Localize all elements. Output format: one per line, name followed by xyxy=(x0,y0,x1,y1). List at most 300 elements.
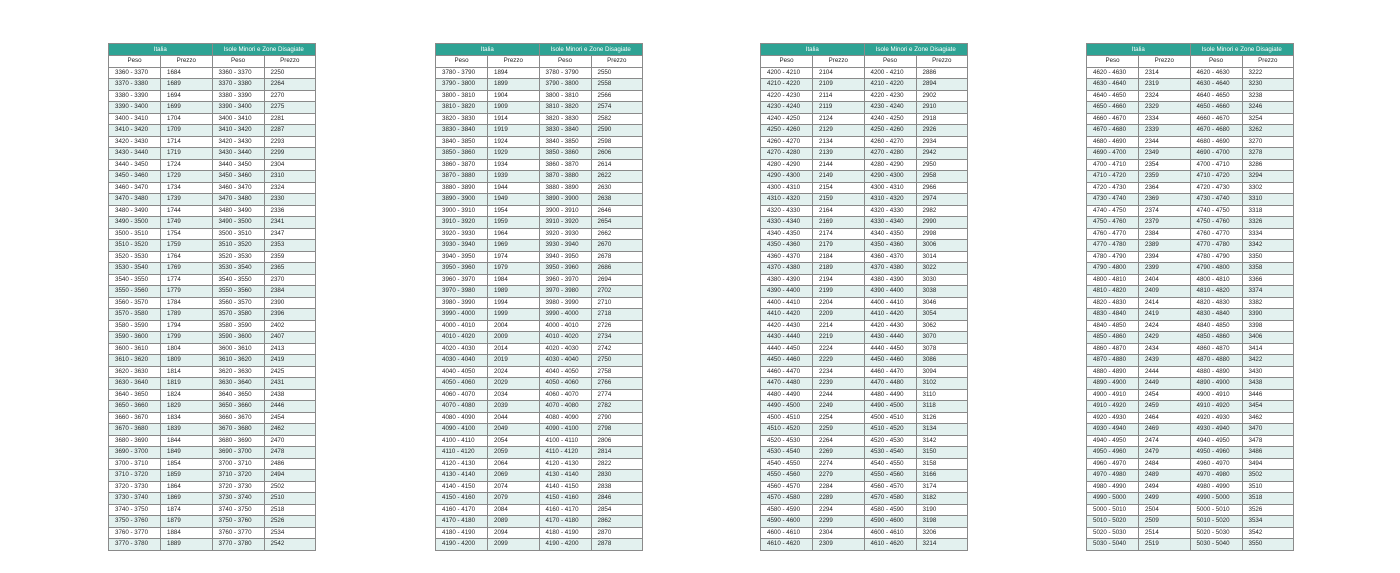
weight-isole-cell: 4840 - 4850 xyxy=(1190,320,1242,332)
table-row xyxy=(761,102,968,114)
price-italia-cell: 2174 xyxy=(813,228,865,240)
price-isole-cell: 3398 xyxy=(1242,320,1294,332)
weight-isole-cell: 4520 - 4530 xyxy=(864,435,916,447)
price-isole-cell: 2462 xyxy=(264,424,316,436)
price-italia-cell: 1954 xyxy=(488,205,540,217)
table-row xyxy=(109,251,316,263)
price-italia-cell: 2519 xyxy=(1139,539,1191,551)
weight-isole-cell: 3560 - 3570 xyxy=(212,297,264,309)
table-row xyxy=(1087,113,1294,125)
weight-isole-cell: 4620 - 4630 xyxy=(1190,67,1242,79)
weight-isole-cell: 4970 - 4980 xyxy=(1190,470,1242,482)
weight-isole-cell: 3430 - 3440 xyxy=(212,148,264,160)
price-italia-cell: 2504 xyxy=(1139,504,1191,516)
price-italia-cell: 2194 xyxy=(813,274,865,286)
price-italia-cell: 1709 xyxy=(161,125,213,137)
price-isole-cell: 2270 xyxy=(264,90,316,102)
weight-isole-cell: 4850 - 4860 xyxy=(1190,332,1242,344)
price-isole-cell: 3334 xyxy=(1242,228,1294,240)
price-italia-cell: 2349 xyxy=(1139,148,1191,160)
price-isole-cell: 2982 xyxy=(916,205,968,217)
price-isole-cell: 2806 xyxy=(591,435,643,447)
price-isole-cell: 3062 xyxy=(916,320,968,332)
price-italia-cell: 1939 xyxy=(488,171,540,183)
weight-italia-cell: 4170 - 4180 xyxy=(436,516,488,528)
price-italia-cell: 1859 xyxy=(161,470,213,482)
price-italia-cell: 1874 xyxy=(161,504,213,516)
weight-isole-cell: 4770 - 4780 xyxy=(1190,240,1242,252)
price-isole-cell: 3286 xyxy=(1242,159,1294,171)
price-italia-cell: 2184 xyxy=(813,251,865,263)
weight-isole-cell: 4200 - 4210 xyxy=(864,67,916,79)
weight-isole-cell: 4050 - 4060 xyxy=(539,378,591,390)
weight-italia-cell: 4020 - 4030 xyxy=(436,343,488,355)
weight-italia-cell: 4150 - 4160 xyxy=(436,493,488,505)
weight-isole-cell: 4750 - 4760 xyxy=(1190,217,1242,229)
weight-italia-cell: 4440 - 4450 xyxy=(761,343,813,355)
table-row xyxy=(1087,297,1294,309)
price-isole-cell: 3478 xyxy=(1242,435,1294,447)
table-row xyxy=(1087,159,1294,171)
price-isole-cell: 3438 xyxy=(1242,378,1294,390)
region-isole-header: Isole Minori e Zone Disagiate xyxy=(212,44,316,56)
price-italia-cell: 1999 xyxy=(488,309,540,321)
weight-isole-cell: 3600 - 3610 xyxy=(212,343,264,355)
price-table xyxy=(760,43,968,551)
weight-isole-cell: 4780 - 4790 xyxy=(1190,251,1242,263)
weight-isole-cell: 3510 - 3520 xyxy=(212,240,264,252)
table-row xyxy=(436,481,643,493)
weight-italia-cell: 4320 - 4330 xyxy=(761,205,813,217)
price-column-header: Prezzo xyxy=(591,56,643,68)
table-row xyxy=(109,366,316,378)
price-italia-cell: 1689 xyxy=(161,79,213,91)
weight-italia-cell: 3790 - 3800 xyxy=(436,79,488,91)
price-italia-cell: 2164 xyxy=(813,205,865,217)
price-isole-cell: 2854 xyxy=(591,504,643,516)
table-row xyxy=(109,355,316,367)
price-isole-cell: 2598 xyxy=(591,136,643,148)
price-italia-cell: 2489 xyxy=(1139,470,1191,482)
price-isole-cell: 2574 xyxy=(591,102,643,114)
price-isole-cell: 2413 xyxy=(264,343,316,355)
weight-isole-cell: 3700 - 3710 xyxy=(212,458,264,470)
table-row xyxy=(436,182,643,194)
price-italia-cell: 2514 xyxy=(1139,527,1191,539)
weight-italia-cell: 3480 - 3490 xyxy=(109,205,161,217)
region-italia-header: Italia xyxy=(761,44,865,56)
weight-italia-cell: 4060 - 4070 xyxy=(436,389,488,401)
table-row xyxy=(1087,527,1294,539)
table-row xyxy=(761,355,968,367)
weight-italia-cell: 3880 - 3890 xyxy=(436,182,488,194)
table-row xyxy=(109,527,316,539)
price-italia-cell: 2429 xyxy=(1139,332,1191,344)
weight-isole-cell: 3920 - 3930 xyxy=(539,228,591,240)
price-isole-cell: 2638 xyxy=(591,194,643,206)
weight-italia-cell: 5020 - 5030 xyxy=(1087,527,1139,539)
weight-italia-cell: 3960 - 3970 xyxy=(436,274,488,286)
weight-italia-cell: 4820 - 4830 xyxy=(1087,297,1139,309)
price-isole-cell: 2470 xyxy=(264,435,316,447)
weight-isole-cell: 3400 - 3410 xyxy=(212,113,264,125)
weight-isole-cell: 5010 - 5020 xyxy=(1190,516,1242,528)
weight-isole-cell: 3710 - 3720 xyxy=(212,470,264,482)
table-row xyxy=(761,274,968,286)
price-isole-cell: 3118 xyxy=(916,401,968,413)
weight-italia-cell: 4390 - 4400 xyxy=(761,286,813,298)
price-isole-cell: 3006 xyxy=(916,240,968,252)
weight-italia-cell: 4340 - 4350 xyxy=(761,228,813,240)
weight-column-header: Peso xyxy=(761,56,813,68)
table-row xyxy=(436,113,643,125)
table-row xyxy=(109,481,316,493)
price-italia-cell: 1774 xyxy=(161,274,213,286)
weight-italia-cell: 3570 - 3580 xyxy=(109,309,161,321)
price-isole-cell: 3518 xyxy=(1242,493,1294,505)
table-row xyxy=(1087,125,1294,137)
price-table xyxy=(108,43,316,551)
table-row xyxy=(436,148,643,160)
weight-isole-cell: 4550 - 4560 xyxy=(864,470,916,482)
price-italia-cell: 1804 xyxy=(161,343,213,355)
weight-isole-cell: 4240 - 4250 xyxy=(864,113,916,125)
price-italia-cell: 2044 xyxy=(488,412,540,424)
weight-isole-cell: 4320 - 4330 xyxy=(864,205,916,217)
weight-isole-cell: 4230 - 4240 xyxy=(864,102,916,114)
price-isole-cell: 3054 xyxy=(916,309,968,321)
price-isole-cell: 2304 xyxy=(264,159,316,171)
price-isole-cell: 3102 xyxy=(916,378,968,390)
price-italia-cell: 2179 xyxy=(813,240,865,252)
table-row xyxy=(761,148,968,160)
weight-italia-cell: 4610 - 4620 xyxy=(761,539,813,551)
table-row xyxy=(109,412,316,424)
table-row xyxy=(1087,355,1294,367)
table-row xyxy=(109,182,316,194)
price-isole-cell: 3262 xyxy=(1242,125,1294,137)
table-row xyxy=(761,332,968,344)
price-isole-cell: 3094 xyxy=(916,366,968,378)
price-isole-cell: 2822 xyxy=(591,458,643,470)
table-row xyxy=(109,493,316,505)
table-row xyxy=(761,251,968,263)
price-italia-cell: 1719 xyxy=(161,148,213,160)
weight-italia-cell: 4260 - 4270 xyxy=(761,136,813,148)
price-isole-cell: 2670 xyxy=(591,240,643,252)
weight-isole-cell: 3900 - 3910 xyxy=(539,205,591,217)
price-isole-cell: 3526 xyxy=(1242,504,1294,516)
price-isole-cell: 3174 xyxy=(916,481,968,493)
weight-italia-cell: 3500 - 3510 xyxy=(109,228,161,240)
weight-isole-cell: 3670 - 3680 xyxy=(212,424,264,436)
weight-isole-cell: 4860 - 4870 xyxy=(1190,343,1242,355)
price-isole-cell: 3078 xyxy=(916,343,968,355)
weight-italia-cell: 3660 - 3670 xyxy=(109,412,161,424)
weight-isole-cell: 3630 - 3640 xyxy=(212,378,264,390)
table-row xyxy=(109,113,316,125)
price-isole-cell: 2250 xyxy=(264,67,316,79)
price-italia-cell: 1909 xyxy=(488,102,540,114)
price-italia-cell: 1704 xyxy=(161,113,213,125)
price-isole-cell: 2974 xyxy=(916,194,968,206)
table-row xyxy=(109,435,316,447)
weight-italia-cell: 4850 - 4860 xyxy=(1087,332,1139,344)
price-italia-cell: 2444 xyxy=(1139,366,1191,378)
weight-isole-cell: 3980 - 3990 xyxy=(539,297,591,309)
price-isole-cell: 2622 xyxy=(591,171,643,183)
price-isole-cell: 2478 xyxy=(264,447,316,459)
table-row xyxy=(761,217,968,229)
price-italia-cell: 2424 xyxy=(1139,320,1191,332)
price-italia-cell: 1994 xyxy=(488,297,540,309)
table-row xyxy=(1087,539,1294,551)
price-italia-cell: 2219 xyxy=(813,332,865,344)
table-row xyxy=(1087,435,1294,447)
price-italia-cell: 2304 xyxy=(813,527,865,539)
price-italia-cell: 1979 xyxy=(488,263,540,275)
price-italia-cell: 1894 xyxy=(488,67,540,79)
price-isole-cell: 2419 xyxy=(264,355,316,367)
price-italia-cell: 1904 xyxy=(488,90,540,102)
table-row xyxy=(436,309,643,321)
weight-isole-cell: 5030 - 5040 xyxy=(1190,539,1242,551)
region-italia-header: Italia xyxy=(1087,44,1191,56)
weight-isole-cell: 3660 - 3670 xyxy=(212,412,264,424)
price-isole-cell: 2830 xyxy=(591,470,643,482)
weight-italia-cell: 3670 - 3680 xyxy=(109,424,161,436)
table-row xyxy=(436,102,643,114)
weight-isole-cell: 3370 - 3380 xyxy=(212,79,264,91)
weight-isole-cell: 4560 - 4570 xyxy=(864,481,916,493)
price-italia-cell: 2189 xyxy=(813,263,865,275)
weight-italia-cell: 4910 - 4920 xyxy=(1087,401,1139,413)
weight-isole-cell: 4580 - 4590 xyxy=(864,504,916,516)
column-header-row xyxy=(1087,56,1294,68)
price-isole-cell: 3350 xyxy=(1242,251,1294,263)
price-italia-cell: 2369 xyxy=(1139,194,1191,206)
weight-isole-cell: 3610 - 3620 xyxy=(212,355,264,367)
price-isole-cell: 2558 xyxy=(591,79,643,91)
price-isole-cell: 3486 xyxy=(1242,447,1294,459)
weight-isole-cell: 4910 - 4920 xyxy=(1190,401,1242,413)
weight-isole-cell: 3390 - 3400 xyxy=(212,102,264,114)
price-isole-cell: 3150 xyxy=(916,447,968,459)
weight-italia-cell: 3750 - 3760 xyxy=(109,516,161,528)
table-row xyxy=(109,470,316,482)
price-isole-cell: 2686 xyxy=(591,263,643,275)
table-row xyxy=(761,389,968,401)
weight-italia-cell: 3980 - 3990 xyxy=(436,297,488,309)
table-row xyxy=(1087,67,1294,79)
weight-italia-cell: 4180 - 4190 xyxy=(436,527,488,539)
price-isole-cell: 2910 xyxy=(916,102,968,114)
price-italia-cell: 2459 xyxy=(1139,401,1191,413)
weight-italia-cell: 3560 - 3570 xyxy=(109,297,161,309)
weight-isole-cell: 3690 - 3700 xyxy=(212,447,264,459)
table-row xyxy=(109,79,316,91)
weight-italia-cell: 4590 - 4600 xyxy=(761,516,813,528)
price-italia-cell: 1984 xyxy=(488,274,540,286)
price-table xyxy=(435,43,643,551)
price-isole-cell: 2774 xyxy=(591,389,643,401)
table-row xyxy=(436,217,643,229)
table-row xyxy=(1087,493,1294,505)
price-isole-cell: 3086 xyxy=(916,355,968,367)
weight-isole-cell: 3790 - 3800 xyxy=(539,79,591,91)
weight-isole-cell: 4190 - 4200 xyxy=(539,539,591,551)
region-italia-header: Italia xyxy=(109,44,213,56)
weight-italia-cell: 4790 - 4800 xyxy=(1087,263,1139,275)
price-italia-cell: 2209 xyxy=(813,309,865,321)
price-isole-cell: 3182 xyxy=(916,493,968,505)
table-row xyxy=(436,527,643,539)
price-isole-cell: 3022 xyxy=(916,263,968,275)
price-column-header: Prezzo xyxy=(916,56,968,68)
price-italia-cell: 2149 xyxy=(813,171,865,183)
weight-italia-cell: 4830 - 4840 xyxy=(1087,309,1139,321)
price-isole-cell: 2766 xyxy=(591,378,643,390)
price-isole-cell: 3422 xyxy=(1242,355,1294,367)
table-row xyxy=(436,493,643,505)
weight-italia-cell: 4140 - 4150 xyxy=(436,481,488,493)
weight-isole-cell: 4540 - 4550 xyxy=(864,458,916,470)
price-isole-cell: 3454 xyxy=(1242,401,1294,413)
weight-italia-cell: 4760 - 4770 xyxy=(1087,228,1139,240)
price-italia-cell: 1819 xyxy=(161,378,213,390)
table-row xyxy=(761,79,968,91)
weight-italia-cell: 3760 - 3770 xyxy=(109,527,161,539)
price-isole-cell: 2886 xyxy=(916,67,968,79)
price-isole-cell: 2390 xyxy=(264,297,316,309)
price-isole-cell: 2862 xyxy=(591,516,643,528)
price-italia-cell: 2244 xyxy=(813,389,865,401)
table-row xyxy=(436,504,643,516)
weight-isole-cell: 3450 - 3460 xyxy=(212,171,264,183)
weight-isole-cell: 3950 - 3960 xyxy=(539,263,591,275)
price-italia-cell: 1974 xyxy=(488,251,540,263)
table-row xyxy=(436,263,643,275)
weight-isole-cell: 3500 - 3510 xyxy=(212,228,264,240)
price-isole-cell: 3390 xyxy=(1242,309,1294,321)
table-row xyxy=(761,125,968,137)
weight-isole-cell: 4870 - 4880 xyxy=(1190,355,1242,367)
price-italia-cell: 2119 xyxy=(813,102,865,114)
weight-italia-cell: 3390 - 3400 xyxy=(109,102,161,114)
weight-column-header: Peso xyxy=(539,56,591,68)
price-italia-cell: 2169 xyxy=(813,217,865,229)
table-row xyxy=(1087,228,1294,240)
weight-column-header: Peso xyxy=(436,56,488,68)
price-isole-cell: 2646 xyxy=(591,205,643,217)
price-isole-cell: 2726 xyxy=(591,320,643,332)
price-italia-cell: 2509 xyxy=(1139,516,1191,528)
price-isole-cell: 2758 xyxy=(591,366,643,378)
weight-isole-cell: 3780 - 3790 xyxy=(539,67,591,79)
weight-italia-cell: 4840 - 4850 xyxy=(1087,320,1139,332)
table-row xyxy=(1087,251,1294,263)
price-isole-cell: 3318 xyxy=(1242,205,1294,217)
weight-isole-cell: 4920 - 4930 xyxy=(1190,412,1242,424)
table-row xyxy=(436,320,643,332)
price-italia-cell: 2039 xyxy=(488,401,540,413)
weight-isole-cell: 3570 - 3580 xyxy=(212,309,264,321)
price-isole-cell: 3230 xyxy=(1242,79,1294,91)
price-italia-cell: 1724 xyxy=(161,159,213,171)
weight-italia-cell: 4310 - 4320 xyxy=(761,194,813,206)
price-isole-cell: 3158 xyxy=(916,458,968,470)
price-italia-cell: 2299 xyxy=(813,516,865,528)
weight-isole-cell: 4680 - 4690 xyxy=(1190,136,1242,148)
price-isole-cell: 3070 xyxy=(916,332,968,344)
price-italia-cell: 1744 xyxy=(161,205,213,217)
table-row xyxy=(109,90,316,102)
table-row xyxy=(1087,263,1294,275)
table-row xyxy=(1087,136,1294,148)
weight-isole-cell: 4740 - 4750 xyxy=(1190,205,1242,217)
weight-italia-cell: 4940 - 4950 xyxy=(1087,435,1139,447)
price-italia-cell: 2464 xyxy=(1139,412,1191,424)
price-italia-cell: 2479 xyxy=(1139,447,1191,459)
table-row xyxy=(436,251,643,263)
price-italia-cell: 2069 xyxy=(488,470,540,482)
price-isole-cell: 2526 xyxy=(264,516,316,528)
weight-italia-cell: 4300 - 4310 xyxy=(761,182,813,194)
table-row xyxy=(761,286,968,298)
weight-italia-cell: 4100 - 4110 xyxy=(436,435,488,447)
table-row xyxy=(1087,366,1294,378)
price-italia-cell: 2449 xyxy=(1139,378,1191,390)
weight-italia-cell: 4160 - 4170 xyxy=(436,504,488,516)
weight-italia-cell: 4360 - 4370 xyxy=(761,251,813,263)
table-row xyxy=(1087,171,1294,183)
price-italia-cell: 1944 xyxy=(488,182,540,194)
weight-isole-cell: 4820 - 4830 xyxy=(1190,297,1242,309)
table-row xyxy=(436,539,643,551)
table-row xyxy=(1087,205,1294,217)
table-row xyxy=(761,366,968,378)
weight-italia-cell: 4540 - 4550 xyxy=(761,458,813,470)
price-italia-cell: 2264 xyxy=(813,435,865,447)
price-italia-cell: 2484 xyxy=(1139,458,1191,470)
weight-isole-cell: 4690 - 4700 xyxy=(1190,148,1242,160)
price-italia-cell: 1809 xyxy=(161,355,213,367)
weight-isole-cell: 4990 - 5000 xyxy=(1190,493,1242,505)
weight-italia-cell: 3590 - 3600 xyxy=(109,332,161,344)
price-italia-cell: 1869 xyxy=(161,493,213,505)
weight-italia-cell: 4980 - 4990 xyxy=(1087,481,1139,493)
price-isole-cell: 2798 xyxy=(591,424,643,436)
price-isole-cell: 2966 xyxy=(916,182,968,194)
weight-italia-cell: 3540 - 3550 xyxy=(109,274,161,286)
price-italia-cell: 2134 xyxy=(813,136,865,148)
price-isole-cell: 2590 xyxy=(591,125,643,137)
price-isole-cell: 2518 xyxy=(264,504,316,516)
region-isole-header: Isole Minori e Zone Disagiate xyxy=(864,44,968,56)
weight-italia-cell: 3950 - 3960 xyxy=(436,263,488,275)
price-isole-cell: 2502 xyxy=(264,481,316,493)
table-row xyxy=(761,539,968,551)
weight-italia-cell: 3970 - 3980 xyxy=(436,286,488,298)
weight-isole-cell: 4630 - 4640 xyxy=(1190,79,1242,91)
weight-italia-cell: 3870 - 3880 xyxy=(436,171,488,183)
price-isole-cell: 3014 xyxy=(916,251,968,263)
weight-isole-cell: 3820 - 3830 xyxy=(539,113,591,125)
table-row xyxy=(109,343,316,355)
weight-italia-cell: 3620 - 3630 xyxy=(109,366,161,378)
price-italia-cell: 2334 xyxy=(1139,113,1191,125)
weight-italia-cell: 3450 - 3460 xyxy=(109,171,161,183)
